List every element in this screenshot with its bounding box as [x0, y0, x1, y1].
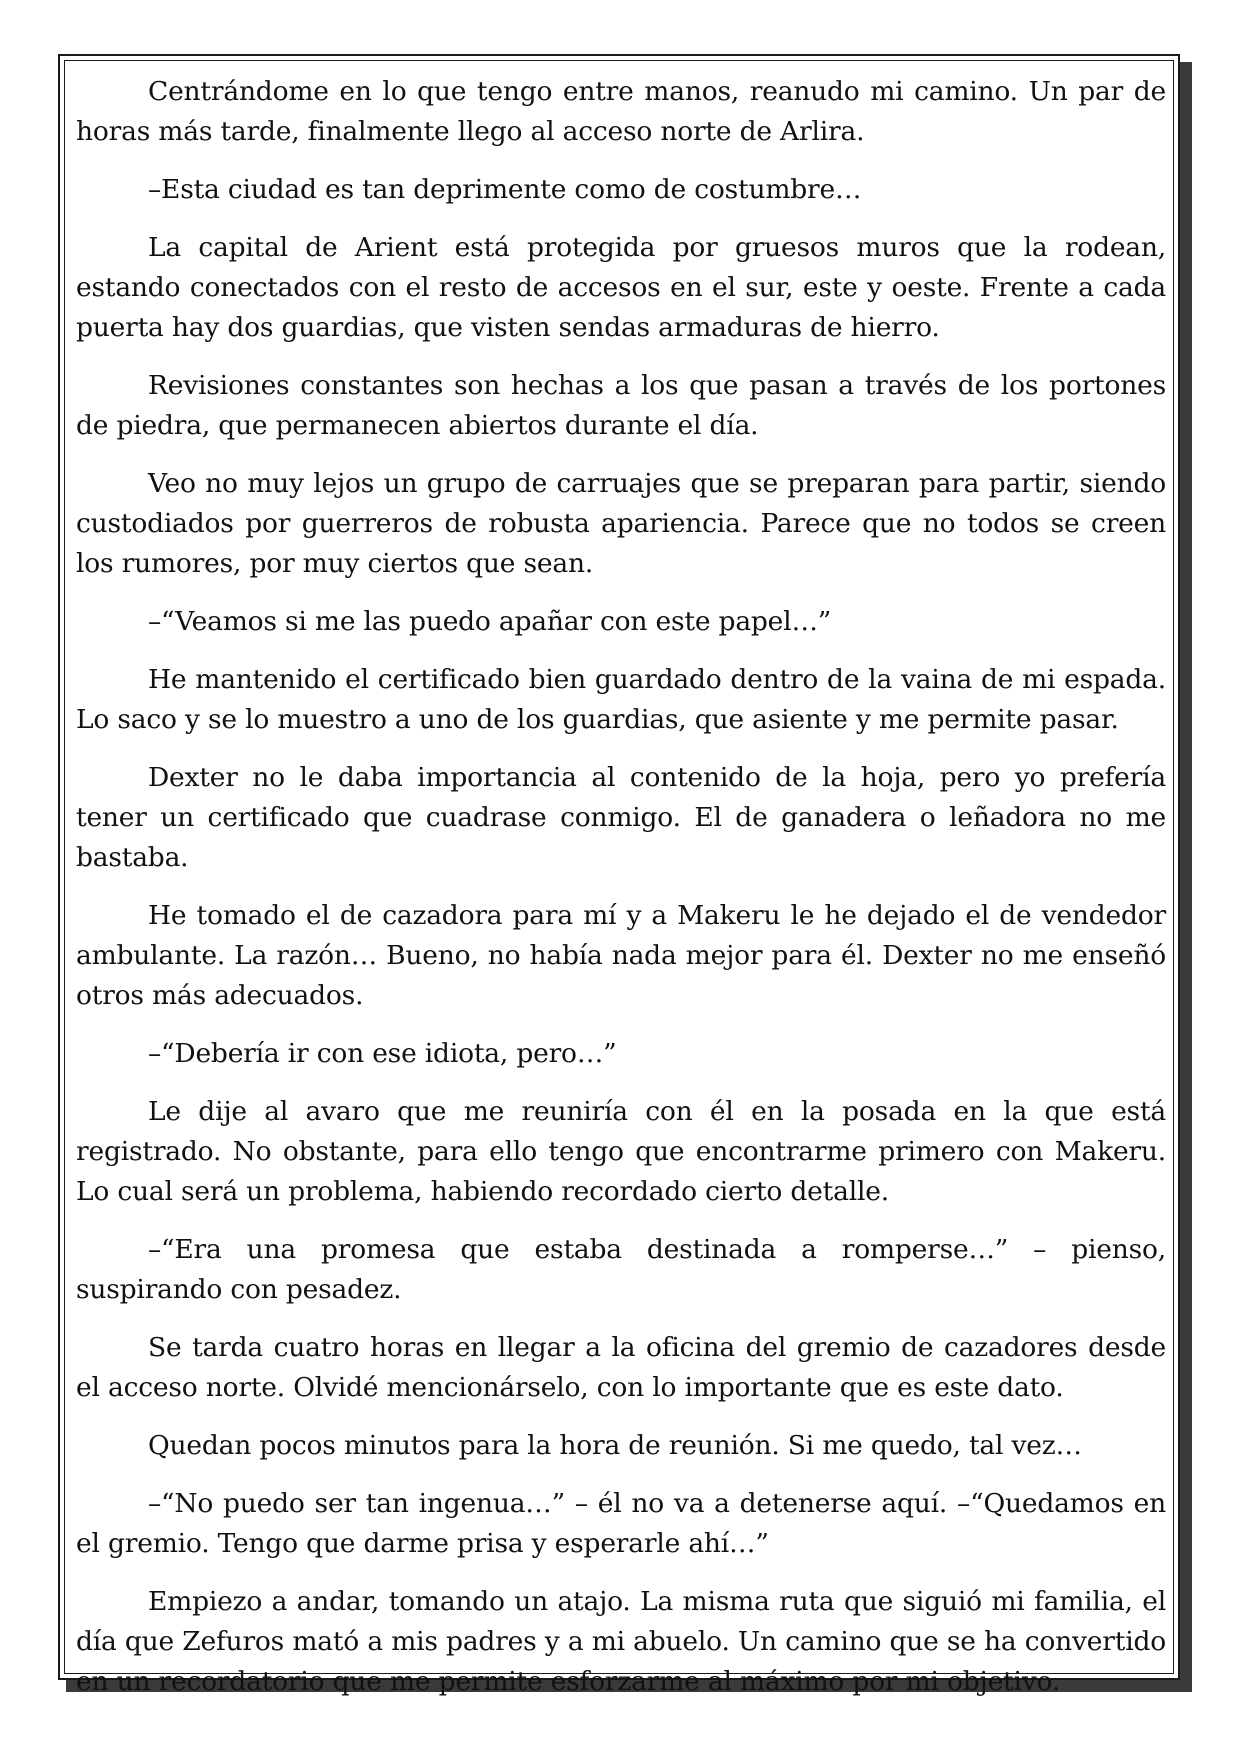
- paragraph: He tomado el de cazadora para mí y a Makeru le he dejado el de vendedor ambulante. La razón… Bueno, no había nada mejor para él. Dexter no me enseñó otros más adecuados.: [76, 900, 1166, 1011]
- paragraph: Dexter no le daba importancia al contenido de la hoja, pero yo prefería tener un certificado que cuadrase conmigo. El de ganadera o leñadora no me bastaba.: [76, 762, 1166, 873]
- paragraph: La capital de Arient está protegida por gruesos muros que la rodean, estando conectados con el resto de accesos en el sur, este y oeste. Frente a cada puerta hay dos guardias, que visten sendas armaduras de hierro.: [76, 232, 1166, 343]
- paragraph: He mantenido el certificado bien guardado dentro de la vaina de mi espada. Lo saco y se lo muestro a uno de los guardias, que asiente y me permite pasar.: [76, 664, 1166, 735]
- document-body: [76, 72, 1166, 1720]
- paragraph: Revisiones constantes son hechas a los que pasan a través de los portones de piedra, que permanecen abiertos durante el día.: [76, 370, 1166, 441]
- paragraph: Veo no muy lejos un grupo de carruajes que se preparan para partir, siendo custodiados por guerreros de robusta apariencia. Parece que no todos se creen los rumores, por muy ciertos que sean.: [76, 468, 1166, 579]
- paragraph: –“Veamos si me las puedo apañar con este papel…”: [148, 606, 832, 637]
- paragraph: Empiezo a andar, tomando un atajo. La misma ruta que siguió mi familia, el día que Zefuros mató a mis padres y a mi abuelo. Un camino que se ha convertido en un recordatorio que me permite esforzarme al máximo por mi objetivo.: [76, 1586, 1166, 1697]
- paragraph: –“Debería ir con ese idiota, pero…”: [148, 1038, 617, 1069]
- paragraph: Quedan pocos minutos para la hora de reunión. Si me quedo, tal vez…: [148, 1430, 1082, 1461]
- paragraph: –“Era una promesa que estaba destinada a romperse…” – pienso, suspirando con pesadez.: [76, 1234, 1166, 1305]
- paragraph: Le dije al avaro que me reuniría con él en la posada en la que está registrado. No obstante, para ello tengo que encontrarme primero con Makeru. Lo cual será un problema, habiendo recordado cierto detalle.: [76, 1096, 1166, 1207]
- paragraph: Se tarda cuatro horas en llegar a la oficina del gremio de cazadores desde el acceso norte. Olvidé mencionárselo, con lo importante que es este dato.: [76, 1332, 1166, 1403]
- paragraph: –Esta ciudad es tan deprimente como de costumbre…: [148, 174, 862, 205]
- paragraph: Centrándome en lo que tengo entre manos, reanudo mi camino. Un par de horas más tarde, finalmente llego al acceso norte de Arlira.: [76, 76, 1166, 147]
- paragraph: –“No puedo ser tan ingenua…” – él no va a detenerse aquí. –“Quedamos en el gremio. Tengo que darme prisa y esperarle ahí…”: [76, 1488, 1166, 1559]
